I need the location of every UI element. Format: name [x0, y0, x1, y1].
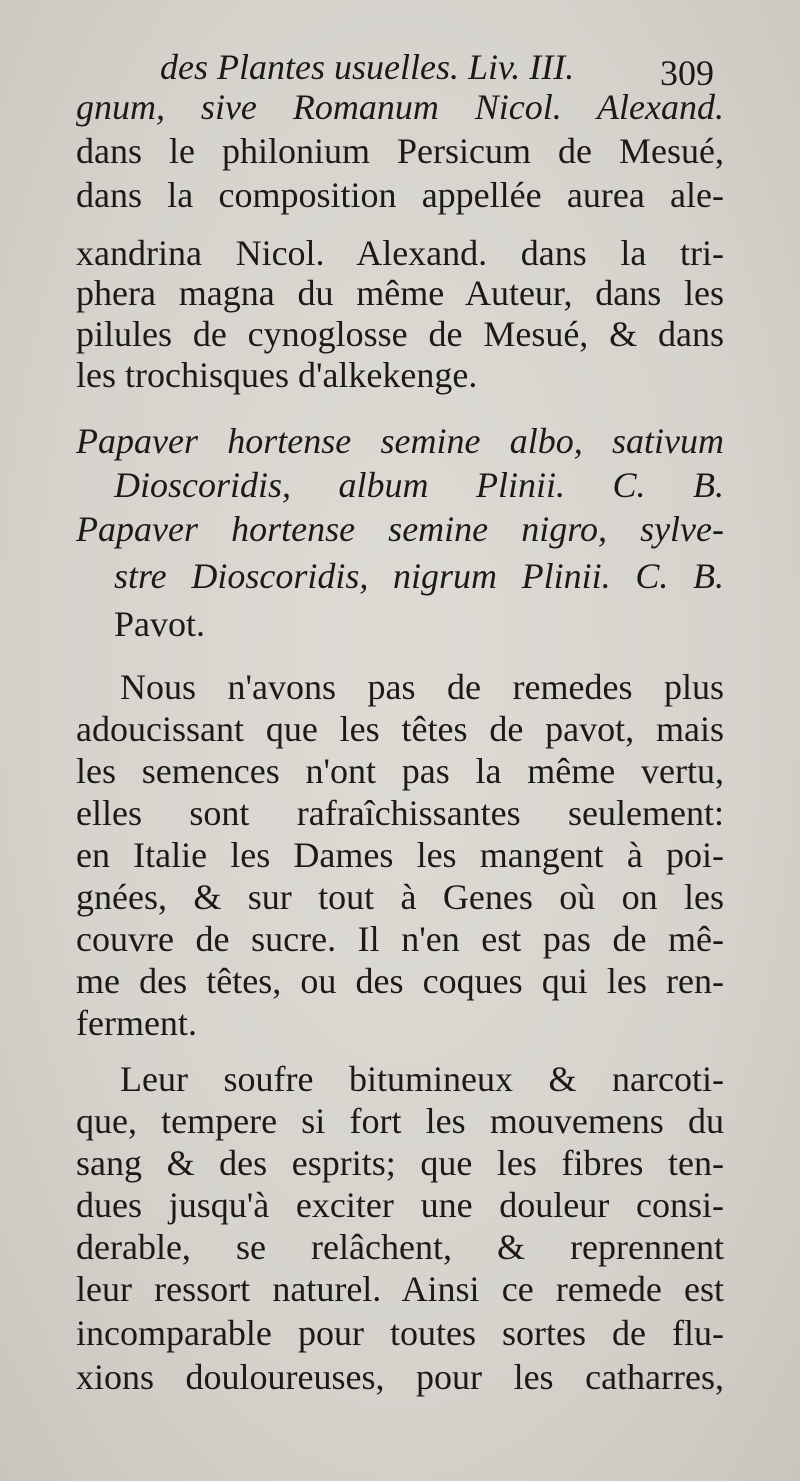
- text-line: xions douloureuses, pour les catharres,: [76, 1357, 724, 1397]
- text-line: que, tempere si fort les mouvemens du: [76, 1101, 724, 1141]
- text-line: dans le philonium Persicum de Mesué,: [76, 131, 724, 171]
- text-line: derable, se relâchent, & reprennent: [76, 1227, 724, 1267]
- text-line: les trochisques d'alkekenge.: [76, 355, 478, 395]
- text-line: ferment.: [76, 1003, 197, 1043]
- text-line: leur ressort naturel. Ainsi ce remede est: [76, 1269, 724, 1309]
- text-line: dans la composition appellée aurea ale-: [76, 175, 724, 215]
- text-line: me des têtes, ou des coques qui les ren-: [76, 961, 724, 1001]
- text-line: couvre de sucre. Il n'en est pas de mê-: [76, 919, 724, 959]
- text-line: Pavot.: [114, 604, 206, 644]
- text-line: gnées, & sur tout à Genes où on les: [76, 877, 724, 917]
- text-line: dues jusqu'à exciter une douleur consi-: [76, 1185, 724, 1225]
- text-line: Papaver hortense semine nigro, sylve-: [76, 509, 724, 549]
- text-line: elles sont rafraîchissantes seulement:: [76, 793, 724, 833]
- text-line: xandrina Nicol. Alexand. dans la tri-: [76, 233, 724, 273]
- text-line: en Italie les Dames les mangent à poi-: [76, 835, 724, 875]
- text-line: phera magna du même Auteur, dans les: [76, 273, 724, 313]
- text-line: stre Dioscoridis, nigrum Plinii. C. B.: [114, 556, 724, 596]
- text-line: pilules de cynoglosse de Mesué, & dans: [76, 314, 724, 354]
- text-line: gnum, sive Romanum Nicol. Alexand.: [76, 87, 724, 127]
- text-line: Nous n'avons pas de remedes plus: [120, 667, 724, 707]
- text-line: Papaver hortense semine albo, sativum: [76, 421, 724, 461]
- text-line: Leur soufre bitumineux & narcoti-: [120, 1059, 724, 1099]
- page-number: 309: [660, 53, 714, 93]
- text-line: Dioscoridis, album Plinii. C. B.: [114, 465, 724, 505]
- text-line: les semences n'ont pas la même vertu,: [76, 751, 724, 791]
- text-line: adoucissant que les têtes de pavot, mais: [76, 709, 724, 749]
- text-line: incomparable pour toutes sortes de flu-: [76, 1313, 724, 1353]
- text-line: sang & des esprits; que les fibres ten-: [76, 1143, 724, 1183]
- running-head: des Plantes usuelles. Liv. III.: [160, 47, 575, 87]
